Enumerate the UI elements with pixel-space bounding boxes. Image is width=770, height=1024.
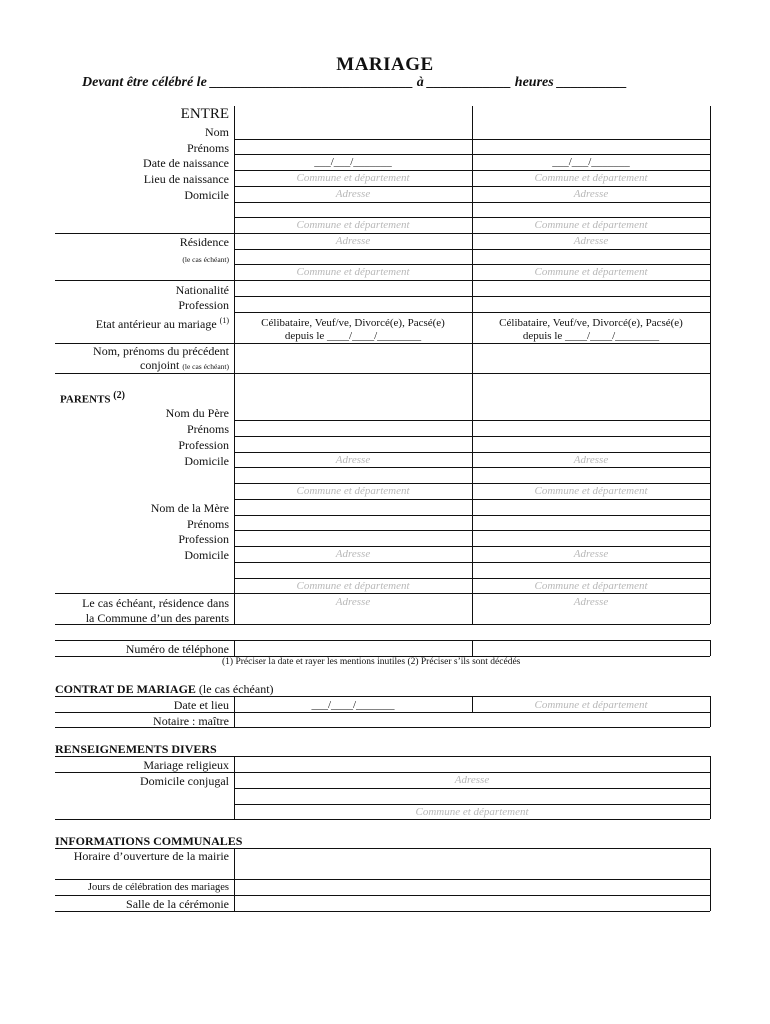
jours-label: Jours de célébration des mariages (87, 882, 229, 893)
grid-line (55, 233, 235, 234)
etat-depuis-1[interactable]: depuis le ____/____/________ (284, 330, 422, 342)
grid-line (55, 819, 710, 820)
pere-commune-field-2[interactable]: Commune et département (534, 485, 648, 497)
communales-heading: INFORMATIONS COMMUNALES (55, 834, 243, 848)
telephone-label: Numéro de téléphone (125, 642, 229, 656)
conjugal-adresse-field[interactable]: Adresse (454, 774, 490, 786)
salle-label: Salle de la cérémonie (126, 897, 229, 911)
grid-line (710, 640, 711, 656)
grid-line (55, 895, 710, 896)
contrat-commune-field[interactable]: Commune et département (534, 699, 648, 711)
domicile-adresse-field-1[interactable]: Adresse (335, 188, 371, 200)
date-naissance-field-2[interactable]: ___/___/_______ (552, 156, 630, 168)
grid-line (55, 772, 710, 773)
precedent-conjoint-label: Nom, prénoms du précédent (93, 344, 229, 358)
pere-prenoms-label: Prénoms (187, 422, 229, 436)
date-naissance-field-1[interactable]: ___/___/_______ (314, 156, 392, 168)
parents-residence-adresse-1[interactable]: Adresse (335, 596, 371, 608)
prenoms-label: Prénoms (187, 141, 229, 155)
domicile-commune-field-2[interactable]: Commune et département (534, 219, 648, 231)
mere-adresse-field-1[interactable]: Adresse (335, 548, 371, 560)
etat-depuis-2[interactable]: depuis le ____/____/________ (522, 330, 660, 342)
domicile-label: Domicile (184, 188, 229, 202)
parents-residence-label-2: la Commune d’un des parents (85, 611, 229, 625)
residence-commune-field-2[interactable]: Commune et département (534, 266, 648, 278)
footnote: (1) Préciser la date et rayer les mentions inutiles (2) Préciser s’ils sont décédés (222, 657, 521, 667)
date-naissance-label: Date de naissance (143, 156, 229, 170)
grid-line (472, 640, 473, 656)
notaire-label: Notaire : maître (153, 714, 229, 728)
domicile-adresse-field-2[interactable]: Adresse (573, 188, 609, 200)
nom-mere-label: Nom de la Mère (150, 501, 229, 515)
mere-profession-label: Profession (178, 532, 229, 546)
grid-line (234, 640, 235, 656)
profession-label: Profession (178, 298, 229, 312)
page-title: MARIAGE (336, 54, 434, 75)
mere-commune-field-2[interactable]: Commune et département (534, 580, 648, 592)
nom-pere-label: Nom du Père (165, 406, 229, 420)
contrat-date-field[interactable]: ___/____/_______ (311, 699, 395, 711)
grid-line (234, 804, 710, 805)
residence-label: Résidence (179, 235, 229, 249)
grid-line (710, 106, 711, 624)
domicile-commune-field-1[interactable]: Commune et département (296, 219, 410, 231)
etat-options-1[interactable]: Célibataire, Veuf/ve, Divorcé(e), Pacsé(e) (261, 317, 445, 329)
divers-heading: RENSEIGNEMENTS DIVERS (55, 742, 217, 756)
mere-commune-field-1[interactable]: Commune et département (296, 580, 410, 592)
pere-profession-label: Profession (178, 438, 229, 452)
entre-heading: ENTRE (180, 106, 229, 122)
parents-heading: PARENTS $^{(2)}$ (60, 390, 125, 406)
grid-line (710, 848, 711, 911)
mere-prenoms-label: Prénoms (187, 517, 229, 531)
residence-adresse-field-2[interactable]: Adresse (573, 235, 609, 247)
grid-line (55, 593, 235, 594)
domicile-conjugal-label: Domicile conjugal (140, 774, 229, 788)
residence-adresse-field-1[interactable]: Adresse (335, 235, 371, 247)
grid-line (55, 640, 710, 641)
grid-line (55, 911, 710, 912)
grid-line (55, 280, 235, 281)
pere-adresse-field-1[interactable]: Adresse (335, 454, 371, 466)
parents-residence-label: Le cas échéant, résidence dans (82, 596, 229, 610)
mariage-religieux-label: Mariage religieux (143, 758, 229, 772)
residence-note: (le cas échéant) (182, 255, 229, 264)
parents-residence-adresse-2[interactable]: Adresse (573, 596, 609, 608)
grid-line (710, 756, 711, 819)
conjugal-commune-field[interactable]: Commune et département (415, 806, 529, 818)
nom-label: Nom (205, 125, 229, 139)
ceremony-date-line[interactable]: Devant être célébré le _____________________________ à ____________ heures __________ (82, 75, 628, 90)
residence-commune-field-1[interactable]: Commune et département (296, 266, 410, 278)
grid-line (234, 848, 235, 911)
horaire-label: Horaire d’ouverture de la mairie (73, 849, 229, 863)
mere-adresse-field-2[interactable]: Adresse (573, 548, 609, 560)
contrat-heading: CONTRAT DE MARIAGE (le cas échéant) (55, 682, 274, 696)
nationalite-label: Nationalité (175, 283, 229, 297)
grid-line (55, 712, 710, 713)
lieu-naissance-field-2[interactable]: Commune et département (534, 172, 648, 184)
lieu-naissance-label: Lieu de naissance (143, 172, 229, 186)
lieu-naissance-field-1[interactable]: Commune et département (296, 172, 410, 184)
grid-line (234, 788, 710, 789)
mere-domicile-label: Domicile (184, 548, 229, 562)
grid-line (55, 696, 710, 697)
pere-adresse-field-2[interactable]: Adresse (573, 454, 609, 466)
date-lieu-label: Date et lieu (173, 698, 229, 712)
grid-line (55, 756, 710, 757)
grid-line (55, 879, 710, 880)
precedent-conjoint-label-2: conjoint (le cas échéant) (140, 358, 229, 372)
grid-line (710, 696, 711, 727)
pere-commune-field-1[interactable]: Commune et département (296, 485, 410, 497)
etat-anterieur-label: Etat antérieur au mariage $^{(1)}$ (95, 316, 229, 331)
etat-options-2[interactable]: Célibataire, Veuf/ve, Divorcé(e), Pacsé(e) (499, 317, 683, 329)
pere-domicile-label: Domicile (184, 454, 229, 468)
